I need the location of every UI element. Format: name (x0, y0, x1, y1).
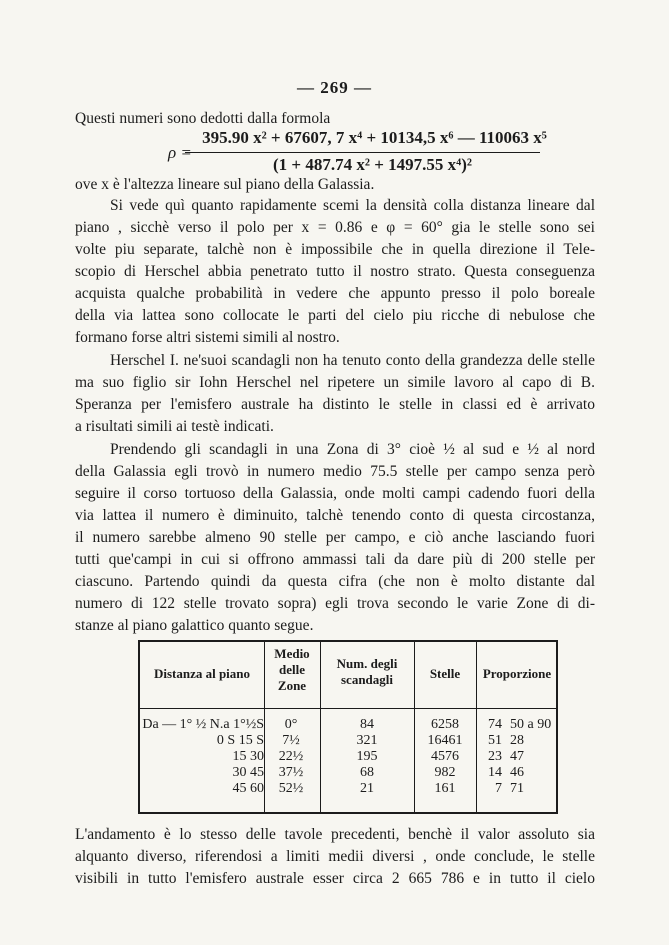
paragraph-line: Speranza per l'emisfero australe ha distinto le stelle in classi ed è arrivato (75, 396, 595, 413)
table-row-num: 68 (360, 765, 374, 780)
paragraph-line: scopio di Herschel abbia penetrato tutto il nostro strato. Questa conseguenza (75, 263, 595, 280)
paragraph-line: Prendendo gli scandagli in una Zona di 3° cioè ½ al sud e ½ al nord (110, 441, 595, 458)
paragraph-line: a risultati simili ai testè indicati. (75, 418, 274, 435)
table-row-num: 21 (360, 781, 374, 796)
paragraph-line: volte piu separate, talchè non è impossibile che in quella direzione il Tele- (75, 241, 595, 258)
paragraph-line: della via lattea sono collocate le parti del cielo piu ricche di nebulose che (75, 307, 595, 324)
table-header-rule (140, 708, 556, 709)
table-row-zone: 0 S 15 S (216, 733, 264, 748)
header-num: Num. degli scandagli (336, 656, 398, 687)
table-row-zone: 15 30 (232, 749, 264, 764)
table-row-prop2: 46 (510, 765, 524, 780)
table-row-medio: 0° (284, 717, 298, 732)
formula-lhs: ρ = (168, 143, 192, 162)
table-row-medio: 52½ (278, 781, 304, 796)
header-proporzione: Proporzione (482, 666, 552, 681)
fraction-bar (185, 152, 540, 153)
paragraph-line: Herschel I. ne'suoi scandagli non ha tenuto conto della grandezza delle stelle (110, 352, 595, 369)
table-row-num: 195 (356, 749, 378, 764)
paragraph-line: numero di 122 stelle trovato sopra) egli trova secondo le varie Zone di di- (75, 595, 595, 612)
table-row-prop1: 7 (495, 781, 502, 796)
paragraph-line: Si vede quì quanto rapidamente scemi la densità colla distanza lineare dal (110, 197, 595, 214)
paragraph-line: formano forse altri sistemi simili al nostro. (75, 329, 340, 346)
table-row-stelle: 6258 (431, 717, 459, 732)
page-number: — 269 — (297, 78, 372, 97)
intro-line: Questi numeri sono dedotti dalla formola (75, 110, 331, 127)
table-row-stelle: 16461 (427, 733, 463, 748)
table-row-prop2: 50 a 90 (510, 717, 552, 732)
table-row-zone: 30 45 (232, 765, 264, 780)
paragraph-line: piano , sicchè verso il polo per x = 0.86 e φ = 60° gia le stelle sono sei (75, 219, 595, 236)
table-row-zone: Da — 1° ½ N.a 1°½S (142, 717, 264, 732)
table-row-zone: 45 60 (232, 781, 264, 796)
table-row-num: 84 (360, 717, 374, 732)
zones-table (138, 640, 558, 814)
paragraph-line: ciascuno. Partendo quindi da questa cifra (che non è molto distante dal (75, 573, 595, 590)
header-medio: Medio delle Zone (274, 646, 310, 693)
header-distanza: Distanza al piano (153, 666, 251, 681)
table-row-medio: 22½ (278, 749, 304, 764)
table-row-prop2: 28 (510, 733, 524, 748)
table-row-stelle: 4576 (431, 749, 459, 764)
table-row-prop1: 51 (488, 733, 502, 748)
paragraph-line: seguire il corso tortuoso della Galassia, onde molti campi cadendo fuori della (75, 485, 595, 502)
table-row-prop1: 14 (488, 765, 502, 780)
paragraph-line: via lattea il numero è diminuito, talchè tenendo conto di questa circostanza, (75, 507, 595, 524)
paragraph-line: L'andamento è lo stesso delle tavole precedenti, benchè il valor assoluto sia (75, 826, 595, 843)
paragraph-line: stanze al piano galattico quanto segue. (75, 617, 314, 634)
paragraph-line: alquanto diverso, riferendosi a limiti medii diversi , onde conclude, le stelle (75, 848, 595, 865)
header-stelle: Stelle (429, 666, 461, 681)
table-row-prop1: 74 (488, 717, 502, 732)
paragraph-line: il numero sarebbe almeno 90 stelle per campo, e ciò anche lasciando fuori (75, 529, 595, 546)
formula-numerator: 395.90 x² + 67607, 7 x⁴ + 10134,5 x⁶ — 110063 x⁵ (202, 128, 547, 147)
table-row-stelle: 982 (434, 765, 456, 780)
table-row-prop2: 47 (510, 749, 524, 764)
table-row-num: 321 (356, 733, 378, 748)
paragraph-line: acquista qualche probabilità in vedere che appunto presso il polo boreale (75, 285, 595, 302)
table-row-prop2: 71 (510, 781, 524, 796)
paragraph-line: della Galassia egli trovò in numero medio 75.5 stelle per campo senza però (75, 463, 595, 480)
paragraph-line: ove x è l'altezza lineare sul piano della Galassia. (75, 176, 375, 193)
table-row-prop1: 23 (488, 749, 502, 764)
paragraph-line: tutti que'campi in cui si offrono ammassi tali da dare più di 200 stelle per (75, 551, 595, 568)
table-row-medio: 37½ (278, 765, 304, 780)
table-row-stelle: 161 (434, 781, 456, 796)
paragraph-line: ma suo figlio sir Iohn Herschel nel ripetere un simile lavoro al capo di B. (75, 374, 595, 391)
paragraph-line: visibili in tutto l'emisfero australe esser circa 2 665 786 e in tutto il cielo (75, 870, 595, 887)
formula-denominator: (1 + 487.74 x² + 1497.55 x⁴)² (273, 155, 472, 174)
table-row-medio: 7½ (282, 733, 300, 748)
